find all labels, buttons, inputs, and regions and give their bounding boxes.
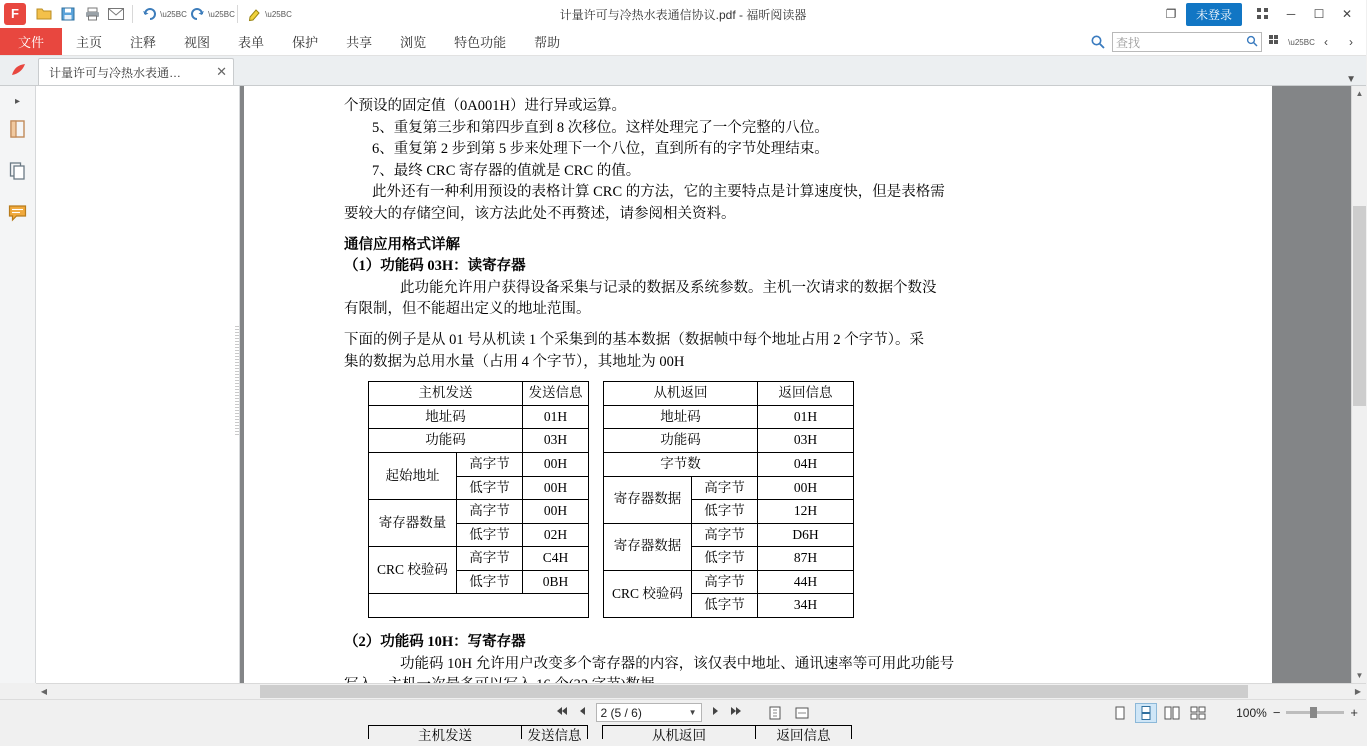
page-navigation [554, 703, 813, 723]
table-cell: 00H [523, 452, 589, 476]
table-header-cell: 主机发送 [368, 725, 522, 739]
doc-heading-2: （1）功能码 03H：读寄存器 [344, 258, 526, 275]
table-header-cell: 从机返回 [604, 382, 758, 406]
expand-panel-icon[interactable]: ▸ [14, 95, 21, 107]
view-mode-dropdown-icon[interactable]: \u25BC [1288, 37, 1315, 47]
scroll-right-icon[interactable]: ▶ [1354, 687, 1362, 696]
menu-item-browse[interactable]: 浏览 [400, 35, 427, 50]
status-bar-right [1109, 703, 1358, 723]
table-cell: 87H [758, 547, 854, 571]
table-slave-return [603, 381, 854, 618]
table-cell: 高字节 [692, 476, 758, 500]
table-cell: CRC 校验码 [369, 547, 457, 594]
find-input[interactable] [1112, 32, 1262, 52]
status-bar [0, 699, 1366, 725]
table-header-cell: 主机发送 [369, 382, 523, 406]
comments-panel-icon[interactable] [3, 196, 33, 230]
table-cell: 低字节 [457, 476, 523, 500]
horizontal-scrollbar[interactable] [36, 683, 1366, 699]
zoom-control[interactable] [1225, 705, 1358, 720]
table-cell: 低字节 [692, 547, 758, 571]
doc-line: 5、重复第三步和第四步直到 8 次移位。这样处理完了一个完整的八位。 [372, 119, 829, 136]
title-bar [0, 0, 1366, 28]
menu-file[interactable]: 文件 [0, 28, 62, 55]
table-header-cell: 发送信息 [522, 725, 588, 739]
menu-item-protect[interactable]: 保护 [292, 35, 319, 50]
menu-item-home[interactable]: 主页 [76, 35, 103, 50]
doc-paragraph-line: 集的数据为总用水量（占用 4 个字节），其地址为 00H [344, 353, 685, 370]
table-cell: 高字节 [692, 570, 758, 594]
menu-bar [0, 28, 1366, 56]
table-cell: 04H [758, 452, 854, 476]
maximize-button[interactable]: ☐ [1313, 7, 1325, 21]
table-row [604, 452, 854, 476]
table-cell: 功能码 [369, 429, 523, 453]
first-page-button[interactable] [554, 706, 570, 719]
facing-pages-icon[interactable] [1161, 703, 1183, 723]
table-cell: 地址码 [604, 405, 758, 429]
login-button[interactable]: 未登录 [1186, 3, 1242, 26]
highlight-icon[interactable] [242, 2, 266, 26]
doc-paragraph-line: 此功能允许用户获得设备采集与记录的数据及系统参数。主机一次请求的数据个数没 [400, 279, 937, 296]
prev-view-icon[interactable]: ‹ [1324, 35, 1328, 49]
table-header-cell: 从机返回 [602, 725, 756, 739]
table-cell: CRC 校验码 [604, 570, 692, 617]
email-icon[interactable] [104, 2, 128, 26]
bookmark-panel-icon[interactable] [3, 112, 33, 146]
table-cell: 字节数 [604, 452, 758, 476]
table-cell: D6H [758, 523, 854, 547]
table-master-send [368, 381, 589, 618]
table-cell: 44H [758, 570, 854, 594]
find-placeholder: 查找 [1116, 35, 1141, 50]
table-cell: 高字节 [457, 500, 523, 524]
table-cell: 高字节 [457, 452, 523, 476]
protocol-tables [368, 381, 1212, 618]
doc-paragraph-line: 下面的例子是从 01 号从机读 1 个采集到的基本数据（数据帧中每个地址占用 2 个字节）。采 [344, 331, 924, 348]
zoom-slider[interactable] [1286, 711, 1344, 714]
table-cell: 起始地址 [369, 452, 457, 499]
menu-item-form[interactable]: 表单 [238, 35, 265, 50]
table-cell: 地址码 [369, 405, 523, 429]
table-cell: 00H [758, 476, 854, 500]
menu-item-view[interactable]: 视图 [184, 35, 211, 50]
table-row [604, 570, 854, 594]
doc-line: 6、重复第 2 步到第 5 步来处理下一个八位，直到所有的字节处理结束。 [372, 141, 829, 158]
table-cell: 低字节 [457, 523, 523, 547]
menu-item-features[interactable]: 特色功能 [454, 35, 507, 50]
table-cell: 低字节 [692, 594, 758, 618]
undo-icon[interactable] [137, 2, 161, 26]
table-cell: 低字节 [457, 570, 523, 594]
doc-line: 此外还有一种利用预设的表格计算 CRC 的方法，它的主要特点是计算速度快，但是表格需 [372, 184, 945, 201]
table-header-cell: 返回信息 [756, 725, 852, 739]
zoom-in-button[interactable]: + [1350, 705, 1358, 720]
scroll-left-icon[interactable]: ◀ [40, 687, 48, 696]
page-number-value: 2 (5 / 6) [600, 705, 642, 720]
table-row [369, 429, 589, 453]
continuous-scroll-icon[interactable] [1135, 703, 1157, 723]
table-cell: 功能码 [604, 429, 758, 453]
next-page-button[interactable] [707, 706, 723, 719]
zoom-slider-knob[interactable] [1310, 707, 1317, 718]
zoom-level-label: 100% [1236, 705, 1267, 720]
table-row [369, 594, 589, 618]
partial-table-preview [368, 725, 1212, 743]
chevron-down-icon[interactable]: ▼ [688, 708, 697, 717]
fit-width-icon[interactable] [791, 703, 813, 723]
doc-paragraph-line: 有限制，但不能超出定义的地址范围。 [344, 301, 591, 318]
find-submit-icon[interactable] [1246, 35, 1258, 50]
doc-heading-3: （2）功能码 10H：写寄存器 [344, 634, 526, 651]
table-cell: 02H [523, 523, 589, 547]
menu-bar-right [1087, 29, 1362, 55]
table-cell: 01H [523, 405, 589, 429]
document-tab-label: 计量许可与冷热水表通… [49, 65, 182, 80]
side-tool-rail [0, 86, 36, 683]
view-mode-icon[interactable] [1265, 31, 1287, 53]
next-view-icon[interactable]: › [1349, 35, 1353, 49]
table-cell: 00H [523, 500, 589, 524]
doc-heading-1: 通信应用格式详解 [344, 236, 460, 253]
table-cell: 03H [758, 429, 854, 453]
window-controls [1158, 0, 1360, 28]
save-icon[interactable] [56, 2, 80, 26]
table-header-cell: 返回信息 [758, 382, 854, 406]
document-tab[interactable] [38, 58, 234, 85]
table-row [604, 429, 854, 453]
table-cell: 00H [523, 476, 589, 500]
table-cell: 高字节 [692, 523, 758, 547]
table-row [369, 500, 589, 524]
undo-dropdown-icon[interactable]: \u25BC [160, 9, 187, 19]
menu-item-help[interactable]: 帮助 [534, 35, 561, 50]
tab-overflow-icon[interactable]: ▼ [1346, 74, 1356, 85]
page-number-input[interactable] [596, 703, 702, 722]
table-row [604, 523, 854, 547]
close-icon[interactable]: ✕ [216, 64, 227, 79]
document-tab-strip [0, 56, 1366, 86]
table-cell: 0BH [523, 570, 589, 594]
table-cell: 12H [758, 500, 854, 524]
vertical-scrollbar[interactable] [1351, 86, 1366, 683]
home-tab-icon[interactable] [0, 55, 38, 85]
table-cell: 34H [758, 594, 854, 618]
navigation-panel [36, 86, 240, 683]
horizontal-scroll-thumb[interactable] [260, 685, 1248, 698]
table-cell: C4H [523, 547, 589, 571]
redo-dropdown-icon[interactable]: \u25BC [208, 9, 235, 19]
open-file-icon[interactable] [32, 2, 56, 26]
panel-resize-handle[interactable] [235, 326, 239, 436]
app-logo: F [4, 3, 26, 25]
table-row [369, 405, 589, 429]
table-row [604, 405, 854, 429]
scroll-down-icon[interactable]: ▼ [1355, 671, 1364, 680]
menu-item-share[interactable]: 共享 [346, 35, 373, 50]
doc-line: 要较大的存储空间，该方法此处不再赘述，请参阅相关资料。 [344, 205, 736, 222]
table-cell: 高字节 [457, 547, 523, 571]
prev-page-button[interactable] [575, 706, 591, 719]
table-cell: 寄存器数据 [604, 523, 692, 570]
vertical-scroll-thumb[interactable] [1353, 206, 1366, 406]
table-row [369, 382, 589, 406]
table-cell: 寄存器数量 [369, 500, 457, 547]
scroll-up-icon[interactable]: ▲ [1355, 89, 1364, 98]
table-cell: 01H [758, 405, 854, 429]
table-row [369, 547, 589, 571]
toolbar-separator [132, 5, 133, 23]
restore-window-icon[interactable]: ❐ [1165, 7, 1177, 21]
table-row [604, 382, 854, 406]
table-row [369, 452, 589, 476]
close-button[interactable]: ✕ [1341, 7, 1353, 21]
table-cell: 03H [523, 429, 589, 453]
print-icon[interactable] [80, 2, 104, 26]
fit-page-icon[interactable] [764, 703, 786, 723]
last-page-button[interactable] [728, 706, 744, 719]
table-header-cell: 发送信息 [523, 382, 589, 406]
menu-item-comment[interactable]: 注释 [130, 35, 157, 50]
table-cell: 寄存器数据 [604, 476, 692, 523]
table-cell: 低字节 [692, 500, 758, 524]
highlight-dropdown-icon[interactable]: \u25BC [265, 9, 292, 19]
window-title: 计量许可与冷热水表通信协议.pdf - 福昕阅读器 [559, 7, 807, 22]
table-cell [369, 594, 589, 618]
table-row [604, 476, 854, 500]
single-page-icon[interactable] [1109, 703, 1131, 723]
doc-line: 7、最终 CRC 寄存器的值就是 CRC 的值。 [372, 162, 641, 179]
redo-icon[interactable] [185, 2, 209, 26]
doc-paragraph-line: 功能码 10H 允许用户改变多个寄存器的内容，该仅表中地址、通讯速率等可用此功能号 [400, 655, 955, 672]
search-icon[interactable] [1087, 31, 1109, 53]
app-grid-icon[interactable] [1250, 1, 1276, 27]
minimize-button[interactable]: ─ [1286, 7, 1296, 21]
split-view-icon[interactable] [1187, 703, 1209, 723]
doc-line: 个预设的固定值（0A001H）进行异或运算。 [344, 98, 626, 114]
page-thumbnails-icon[interactable] [3, 154, 33, 188]
toolbar-separator-2 [237, 5, 238, 23]
zoom-out-button[interactable]: − [1272, 705, 1281, 720]
